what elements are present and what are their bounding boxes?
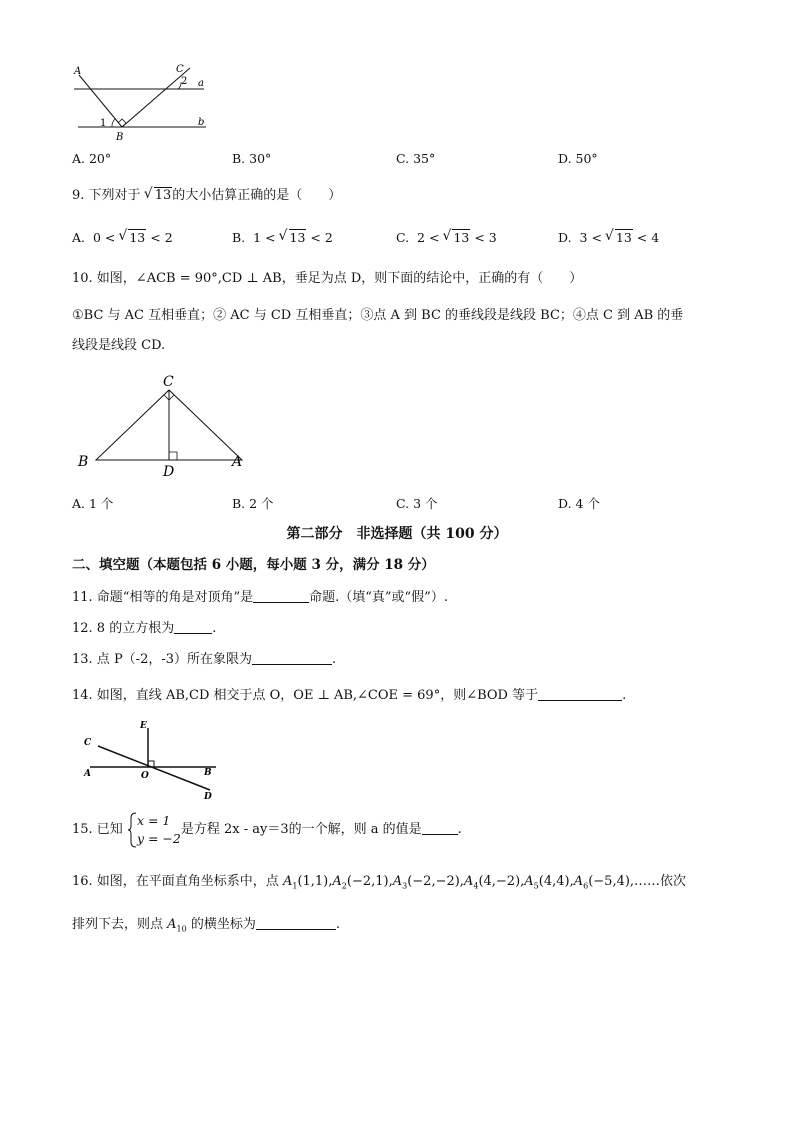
q8-option-a[interactable]: A. 20° xyxy=(72,151,112,166)
label-b: b xyxy=(198,117,205,128)
q13-post: . xyxy=(332,652,337,667)
q9-stem xyxy=(72,187,341,205)
q9-option-c[interactable] xyxy=(396,229,497,247)
point-coord: (−5,4), xyxy=(588,874,635,889)
q12-answer-blank[interactable] xyxy=(174,621,212,634)
q9-b-letter: B. xyxy=(232,230,246,245)
equation-x: x = 1 xyxy=(136,812,171,828)
point-coord: (4,−2), xyxy=(478,874,525,889)
q12-pre: 12. 8 的立方根为 xyxy=(72,621,175,636)
label-A: A xyxy=(84,769,91,779)
label-A: A xyxy=(74,66,82,77)
q16-pre: 16. 如图，在平面直角坐标系中，点 xyxy=(72,874,279,889)
q8-option-b[interactable]: B. 30° xyxy=(232,151,272,166)
sqrt-13 xyxy=(145,187,173,205)
q9-a-right: < 2 xyxy=(150,230,173,245)
q9-option-a[interactable] xyxy=(72,229,173,247)
point-sub: 6 xyxy=(583,881,589,891)
q9-d-left: 3 < xyxy=(579,230,602,245)
q16-line2: 排列下去，则点 $A_{10}$ 的横坐标为 . xyxy=(72,917,341,934)
point-coord: (−2,1), xyxy=(346,874,393,889)
label-angle-2: 2 xyxy=(181,76,188,87)
q11-answer-blank[interactable] xyxy=(253,590,309,603)
point-sub: 1 xyxy=(292,881,298,891)
q16-line2-post: 的横坐标为 xyxy=(190,917,256,932)
label-B: B xyxy=(116,132,124,143)
q10-stem: 10. 如图，∠ACB = 90°,CD ⊥ AB，垂足为点 D，则下面的结论中，正确的有（ ） xyxy=(72,271,583,286)
q15 xyxy=(72,810,462,850)
figure-q14-intersecting-lines xyxy=(80,714,230,804)
label-a: a xyxy=(198,78,204,89)
section2-title: 二、填空题（本题包括 6 小题，每小题 3 分，满分 18 分） xyxy=(72,557,435,573)
q8-option-d[interactable]: D. 50° xyxy=(558,151,598,166)
right-angle-D xyxy=(169,452,177,460)
point-sub: 4 xyxy=(473,881,479,891)
point-sub: 2 xyxy=(341,881,347,891)
figure-q8-parallel-lines xyxy=(60,60,220,145)
label-angle-1: 1 xyxy=(100,118,107,129)
equation-y: y = −2 xyxy=(136,830,181,846)
part2-title: 第二部分 非选择题（共 100 分） xyxy=(286,526,508,542)
q9-d-right: < 4 xyxy=(636,230,660,245)
q16-line2-end: . xyxy=(335,917,341,932)
q16-line2-pre: 排列下去，则点 xyxy=(72,917,164,932)
brace-icon xyxy=(127,812,137,848)
q14-answer-blank[interactable] xyxy=(538,688,622,701)
point-sub: 10 xyxy=(176,924,187,934)
q9-option-d[interactable] xyxy=(558,229,659,247)
q14 xyxy=(72,687,626,705)
q10-option-c[interactable]: C. 3 个 xyxy=(396,496,438,511)
q10-statement-line1: ①BC 与 AC 互相垂直；② AC 与 CD 互相垂直；③点 A 到 BC 的垂线段是线段 BC；④点 C 到 AB 的垂 xyxy=(72,308,684,323)
q9-stem-post: 的大小估算正确的是（ ） xyxy=(172,188,342,203)
q10-option-a[interactable]: A. 1 个 xyxy=(72,496,114,511)
q12 xyxy=(72,620,216,638)
q15-end: . xyxy=(457,822,462,837)
point-coord: (4,4), xyxy=(538,874,574,889)
q16-tail: ……依次 xyxy=(634,874,687,889)
ray-BC xyxy=(122,68,190,127)
q13-pre: 13. 点 P（-2，-3）所在象限为 xyxy=(72,652,253,667)
label-B: B xyxy=(78,454,89,470)
label-D: D xyxy=(163,464,175,480)
point-coord: (−2,−2), xyxy=(407,874,464,889)
radicand: 13 xyxy=(289,230,306,245)
q11 xyxy=(72,589,448,607)
radicand: 13 xyxy=(453,230,470,245)
q11-pre: 11. 命题“相等的角是对顶角”是 xyxy=(72,590,254,605)
label-C: C xyxy=(176,64,184,75)
q9-b-left: 1 < xyxy=(253,230,276,245)
q15-answer-blank[interactable] xyxy=(422,822,458,835)
q9-b-right: < 2 xyxy=(310,230,333,245)
q9-a-letter: A. xyxy=(72,230,86,245)
q15-post: 是方程 2x - ay＝3的一个解，则 a 的值是 xyxy=(180,822,422,837)
figure-q10-triangle xyxy=(72,368,262,480)
q9-c-letter: C. xyxy=(396,230,410,245)
radicand: 13 xyxy=(129,230,146,245)
q10-option-b[interactable]: B. 2 个 xyxy=(232,496,274,511)
q10-statement-line2: 线段是线段 CD. xyxy=(72,338,166,353)
label-E: E xyxy=(140,721,147,731)
q14-pre: 14. 如图，直线 AB,CD 相交于点 O，OE ⊥ AB,∠COE = 69°，则∠BOD 等于 xyxy=(72,688,539,703)
label-C: C xyxy=(84,738,92,748)
q11-post: 命题.（填“真”或“假”）. xyxy=(309,590,448,605)
q13 xyxy=(72,651,336,669)
angle-1-arc xyxy=(112,119,115,127)
label-A: A xyxy=(232,454,243,470)
q10-option-d[interactable]: D. 4 个 xyxy=(558,496,600,511)
point-coord: (1,1), xyxy=(297,874,333,889)
q14-post: . xyxy=(622,688,627,703)
q9-d-letter: D. xyxy=(558,230,572,245)
label-O: O xyxy=(141,771,149,781)
q15-pre: 15. 已知 xyxy=(72,822,123,837)
q12-post: . xyxy=(212,621,217,636)
radicand: 13 xyxy=(615,230,632,245)
q9-a-left: 0 < xyxy=(92,230,116,245)
label-D: D xyxy=(204,792,212,802)
label-C: C xyxy=(163,374,174,390)
q16-answer-blank[interactable] xyxy=(256,917,336,930)
q16-line1: 16. 如图，在平面直角坐标系中，点 $A_1(1,1),A_2(-2,1),A_3(-2,-2),A_4(4,-2),A_5(4,4),A_6(-5,4),\dots\dots$依次 xyxy=(72,874,687,891)
point-sub: 5 xyxy=(533,881,539,891)
q9-c-left: 2 < xyxy=(417,230,440,245)
label-B: B xyxy=(204,768,212,778)
q9-c-right: < 3 xyxy=(474,230,497,245)
q9-option-b[interactable] xyxy=(232,229,333,247)
q8-option-c[interactable]: C. 35° xyxy=(396,151,436,166)
equation-system xyxy=(137,812,181,848)
point-sub: 3 xyxy=(402,881,408,891)
q13-answer-blank[interactable] xyxy=(252,652,332,665)
line-CD xyxy=(98,746,210,790)
radicand: 13 xyxy=(154,188,172,203)
q9-stem-pre: 9. 下列对于 xyxy=(72,188,141,203)
